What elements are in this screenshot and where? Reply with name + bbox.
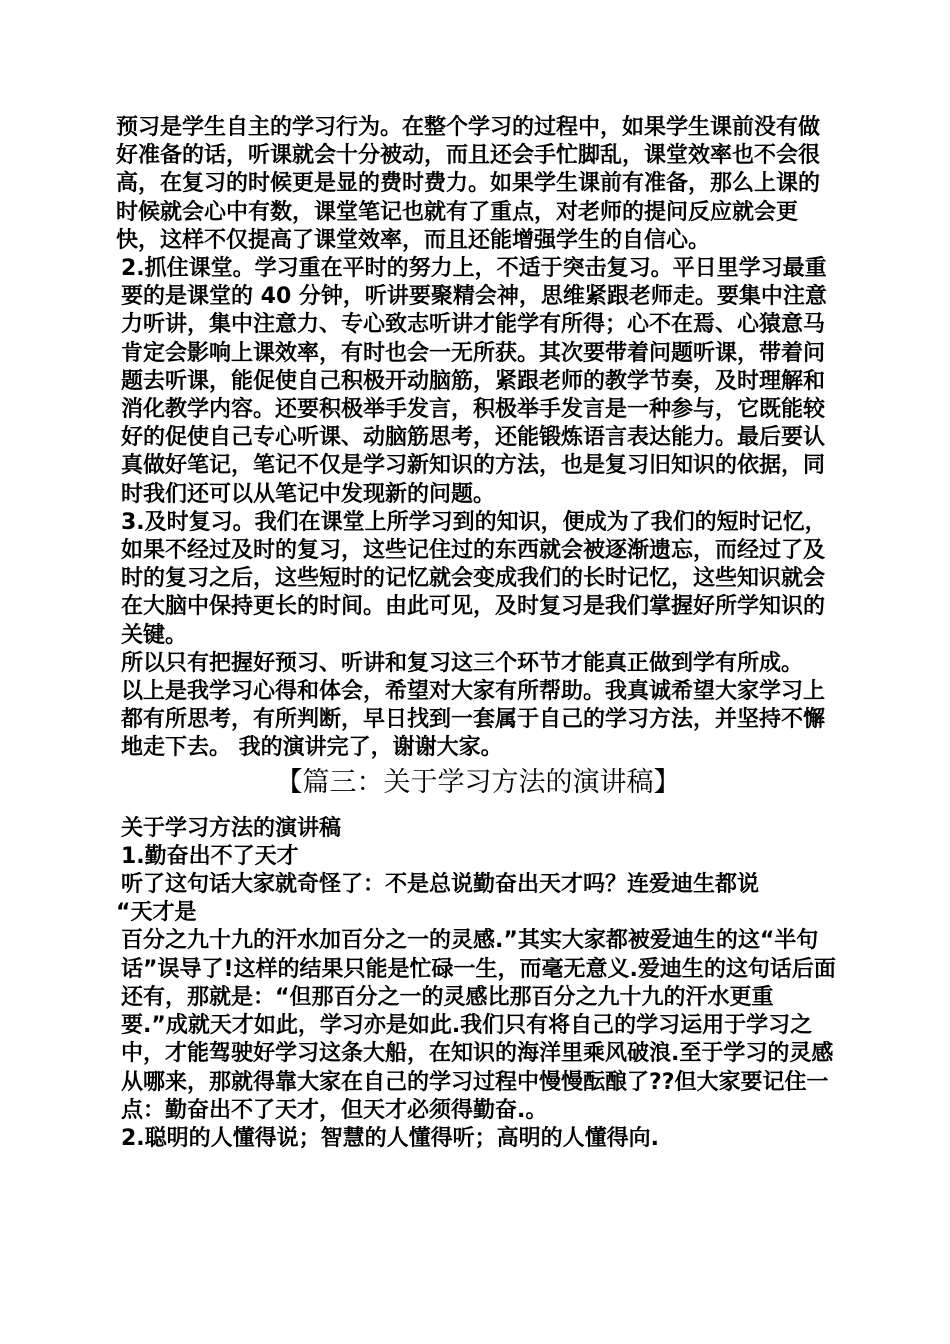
document-body	[116, 114, 840, 1153]
paragraph-edison-line2: “天才是	[116, 900, 197, 926]
paragraph-edison-line1: 听了这句话大家就奇怪了：不是总说勤奋出天才吗？连爱迪生都说	[121, 872, 760, 898]
speech-title: 关于学习方法的演讲稿	[121, 815, 342, 841]
paragraph-edison-body: 百分之九十九的汗水加百分之一的灵感.”其实大家都被爱迪生的这“半句话”误导了!这样的结果只能是忙碌一生，而毫无意义.爱迪生的这句话后面还有，那就是：“但那百分之一的灵感比那百分之九十九的汗水更重要.”成就天才如此，学习亦是如此.我们只有将自己的学习运用于学习之中，才能驾驶好学习这条大船，在知识的海洋里乘风破浪.至于学习的灵感从哪来，那就得靠大家在自己的学习过程中慢慢酝酿了??但大家要记住一点：勤奋出不了天才，但天才必须得勤奋.。	[121, 928, 836, 1123]
item-2-title: 2.聪明的人懂得说；智慧的人懂得听；高明的人懂得向.	[121, 1125, 660, 1151]
section-heading: 【篇三：关于学习方法的演讲稿】	[275, 766, 681, 798]
paragraph-review: 3.及时复习。我们在课堂上所学习到的知识，便成为了我们的短时记忆，如果不经过及时的复习，这些记住过的东西就会被逐渐遗忘，而经过了及时的复习之后，这些短时的记忆就会变成我们的长时记忆，这些知识就会在大脑中保持更长的时间。由此可见，及时复习是我们掌握好所学知识的关键。	[121, 509, 827, 648]
paragraph-preview-habit: 预习是学生自主的学习行为。在整个学习的过程中，如果学生课前没有做好准备的话，听课就会十分被动，而且还会手忙脚乱，课堂效率也不会很高，在复习的时候更是显的费时费力。如果学生课前有准备，那么上课的时候就会心中有数，课堂笔记也就有了重点，对老师的提问反应就会更快，这样不仅提高了课堂效率，而且还能增强学生的自信心。	[116, 115, 821, 253]
paragraph-classroom: 2.抓住课堂。学习重在平时的努力上，不适于突击复习。平日里学习最重要的是课堂的 40 分钟，听讲要聚精会神，思维紧跟老师走。要集中注意力听讲，集中注意力、专心致志听讲才能学有所得；心不在焉、心猿意马肯定会影响上课效率，有时也会一无所获。其次要带着问题听课，带着问题去听课，能促使自己积极开动脑筋，紧跟老师的教学节奏，及时理解和消化教学内容。还要积极举手发言，积极举手发言是一种参与，它既能较好的促使自己专心听课、动脑筋思考，还能锻炼语言表达能力。最后要认真做好笔记，笔记不仅是学习新知识的方法，也是复习旧知识的依据，同时我们还可以从笔记中发现新的问题。	[121, 256, 827, 507]
paragraph-conclusion: 所以只有把握好预习、听讲和复习这三个环节才能真正做到学有所成。	[121, 650, 804, 676]
paragraph-closing: 以上是我学习心得和体会，希望对大家有所帮助。我真诚希望大家学习上都有所思考，有所判断，早日找到一套属于自己的学习方法，并坚持不懈地走下去。 我的演讲完了，谢谢大家。	[121, 679, 826, 761]
item-1-title: 1.勤奋出不了天才	[121, 843, 299, 869]
